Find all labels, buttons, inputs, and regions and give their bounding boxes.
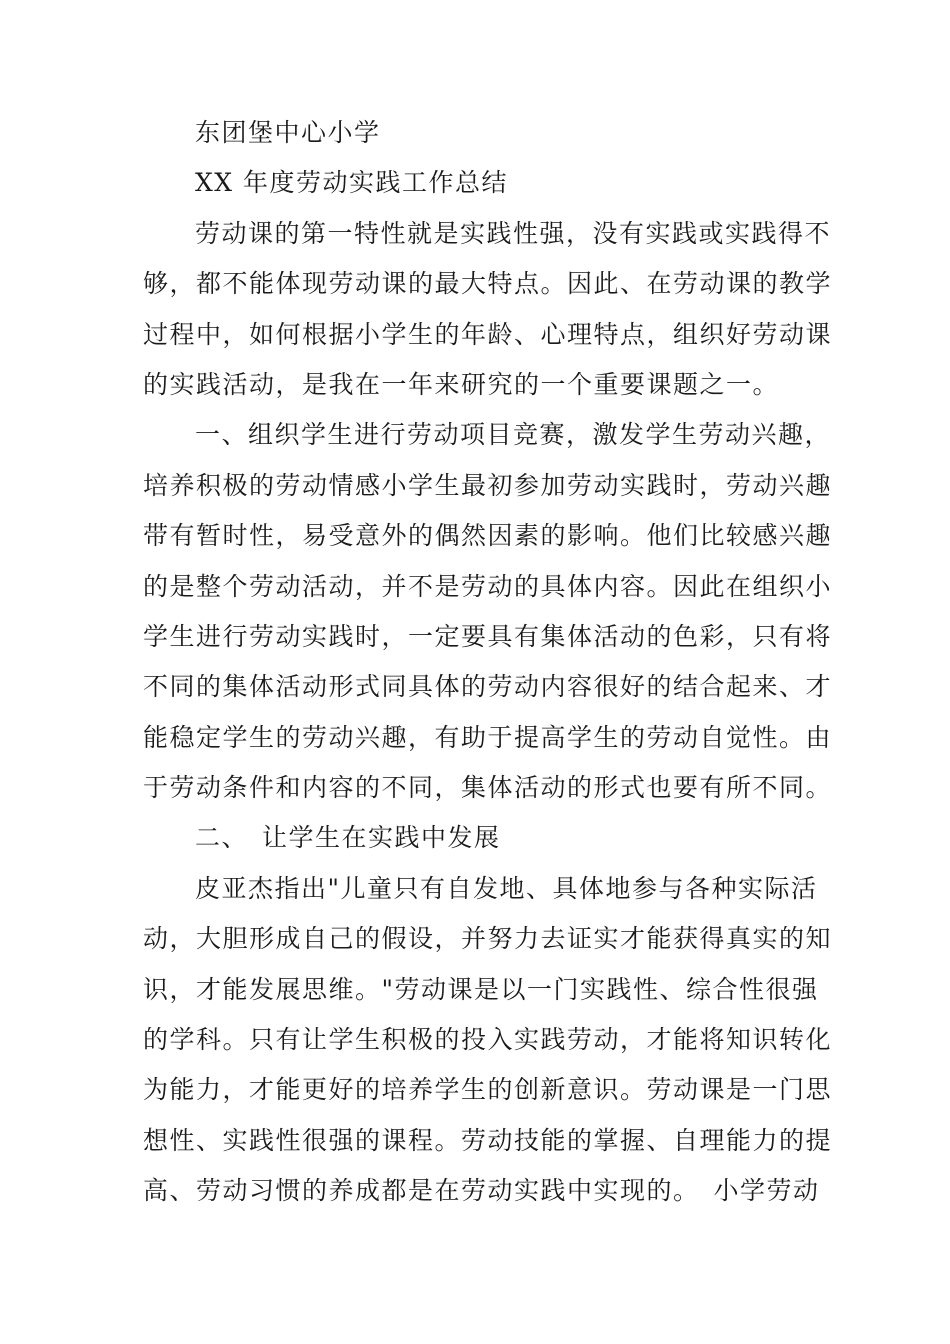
paragraph-line: 识，才能发展思维。"劳动课是以一门实践性、综合性很强 <box>143 974 819 1004</box>
paragraph-line: 皮亚杰指出"儿童只有自发地、具体地参与各种实际活 <box>195 873 818 903</box>
paragraph-line: 高、劳动习惯的养成都是在劳动实践中实现的。 小学劳动 <box>143 1176 820 1206</box>
school-name: 东团堡中心小学 <box>195 118 381 147</box>
paragraph-line: 能稳定学生的劳动兴趣，有助于提高学生的劳动自觉性。由 <box>143 722 833 752</box>
document-body <box>143 108 833 1217</box>
paragraph-line: 的是整个劳动活动，并不是劳动的具体内容。因此在组织小 <box>143 571 833 601</box>
section-heading-line: 二、 让学生在实践中发展 <box>195 823 501 853</box>
paragraph-line: 于劳动条件和内容的不同，集体活动的形式也要有所不同。 <box>143 773 833 803</box>
paragraph-line: 学生进行劳动实践时，一定要具有集体活动的色彩，只有将 <box>143 621 833 651</box>
paragraph-line: 过程中，如何根据小学生的年龄、心理特点，组织好劳动课 <box>143 319 833 349</box>
paragraph-line: 的实践活动，是我在一年来研究的一个重要课题之一。 <box>143 369 780 399</box>
paragraph-line: 劳动课的第一特性就是实践性强，没有实践或实践得不 <box>195 218 832 248</box>
paragraph-line: 带有暂时性，易受意外的偶然因素的影响。他们比较感兴趣 <box>143 521 833 551</box>
paragraph-line: 不同的集体活动形式同具体的劳动内容很好的结合起来、才 <box>143 672 833 702</box>
paragraph-line: 为能力，才能更好的培养学生的创新意识。劳动课是一门思 <box>143 1075 833 1105</box>
paragraph-line: 动，大胆形成自己的假设，并努力去证实才能获得真实的知 <box>143 924 833 954</box>
paragraph-line: 的学科。只有让学生积极的投入实践劳动，才能将知识转化 <box>143 1025 833 1055</box>
paragraph-line: 想性、实践性很强的课程。劳动技能的掌握、自理能力的提 <box>143 1125 833 1155</box>
section-heading-line: 一、组织学生进行劳动项目竞赛，激发学生劳动兴趣， <box>195 420 832 450</box>
paragraph-line: 培养积极的劳动情感小学生最初参加劳动实践时，劳动兴趣 <box>143 470 833 500</box>
document-title: XX 年度劳动实践工作总结 <box>195 168 509 198</box>
paragraph-line: 够，都不能体现劳动课的最大特点。因此、在劳动课的教学 <box>143 269 833 299</box>
